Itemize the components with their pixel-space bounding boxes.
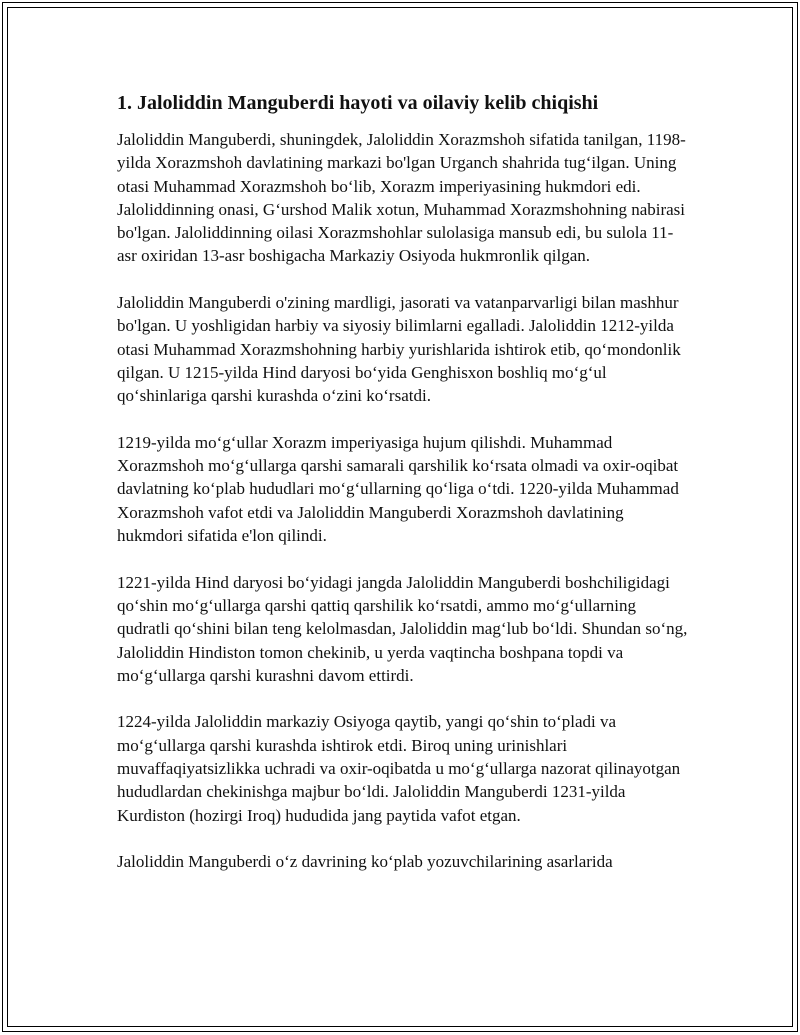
paragraph: Jaloliddin Manguberdi o‘z davrining ko‘plab yozuvchilarining asarlarida [117, 852, 613, 872]
paragraph: Jaloliddin Manguberdi, shuningdek, Jaloliddin Xorazmshoh sifatida tanilgan, 1198-yilda Xorazmshoh davlatining markazi bo'lgan Urganch shahrida tug‘ilgan. Uning otasi Muhammad Xorazmshoh bo‘lib, Xorazm imperiyasining hukmdori edi. Jaloliddinning onasi, G‘urshod Malik xotun, Muhammad Xorazmshohning nabirasi bo'lgan. Jaloliddinning oilasi Xorazmshohlar sulolasiga mansub edi, bu sulola 11-asr oxiridan 13-asr boshigacha Markaziy Osiyoda hukmronlik qilgan. [117, 130, 686, 266]
paragraph: Jaloliddin Manguberdi o'zining mardligi, jasorati va vatanparvarligi bilan mashhur bo'lgan. U yoshligidan harbiy va siyosiy bilimlarni egalladi. Jaloliddin 1212-yilda otasi Muhammad Xorazmshohning harbiy yurishlarida ishtirok etib, qo‘mondonlik qilgan. U 1215-yilda Hind daryosi bo‘yida Genghisxon boshliq mo‘g‘ul qo‘shinlariga qarshi kurashda o‘zini ko‘rsatdi. [117, 293, 681, 406]
paragraph: 1221-yilda Hind daryosi bo‘yidagi jangda Jaloliddin Manguberdi boshchiligidagi qo‘shin mo‘g‘ullarga qarshi qattiq qarshilik ko‘rsatdi, ammo mo‘g‘ullarning qudratli qo‘shini bilan teng kelolmasdan, Jaloliddin mag‘lub bo‘ldi. Shundan so‘ng, Jaloliddin Hindiston tomon chekinib, u yerda vaqtincha boshpana topdi va mo‘g‘ullarga qarshi kurashni davom ettirdi. [117, 572, 688, 685]
paragraph: 1219-yilda mo‘g‘ullar Xorazm imperiyasiga hujum qilishdi. Muhammad Xorazmshoh mo‘g‘ullarga qarshi samarali qarshilik ko‘rsata olmadi va oxir-oqibat davlatning ko‘plab hududlari mo‘g‘ullarning qo‘liga o‘tdi. 1220-yilda Muhammad Xorazmshoh vafot etdi va Jaloliddin Manguberdi Xorazmshoh davlatining hukmdori sifatida e'lon qilindi. [117, 432, 679, 546]
paragraph: 1224-yilda Jaloliddin markaziy Osiyoga qaytib, yangi qo‘shin to‘pladi va mo‘g‘ullarga qarshi kurashda ishtirok etdi. Biroq uning urinishlari muvaffaqiyatsizlikka uchradi va oxir-oqibatda u mo‘g‘ullarga nazorat qilinayotgan hududlardan chekinishga majbur bo‘ldi. Jaloliddin Manguberdi 1231-yilda Kurdiston (hozirgi Iroq) hududida jang paytida vafot etgan. [117, 712, 681, 825]
document-body [117, 90, 692, 874]
document-title: 1. Jaloliddin Manguberdi hayoti va oilaviy kelib chiqishi [117, 92, 599, 114]
